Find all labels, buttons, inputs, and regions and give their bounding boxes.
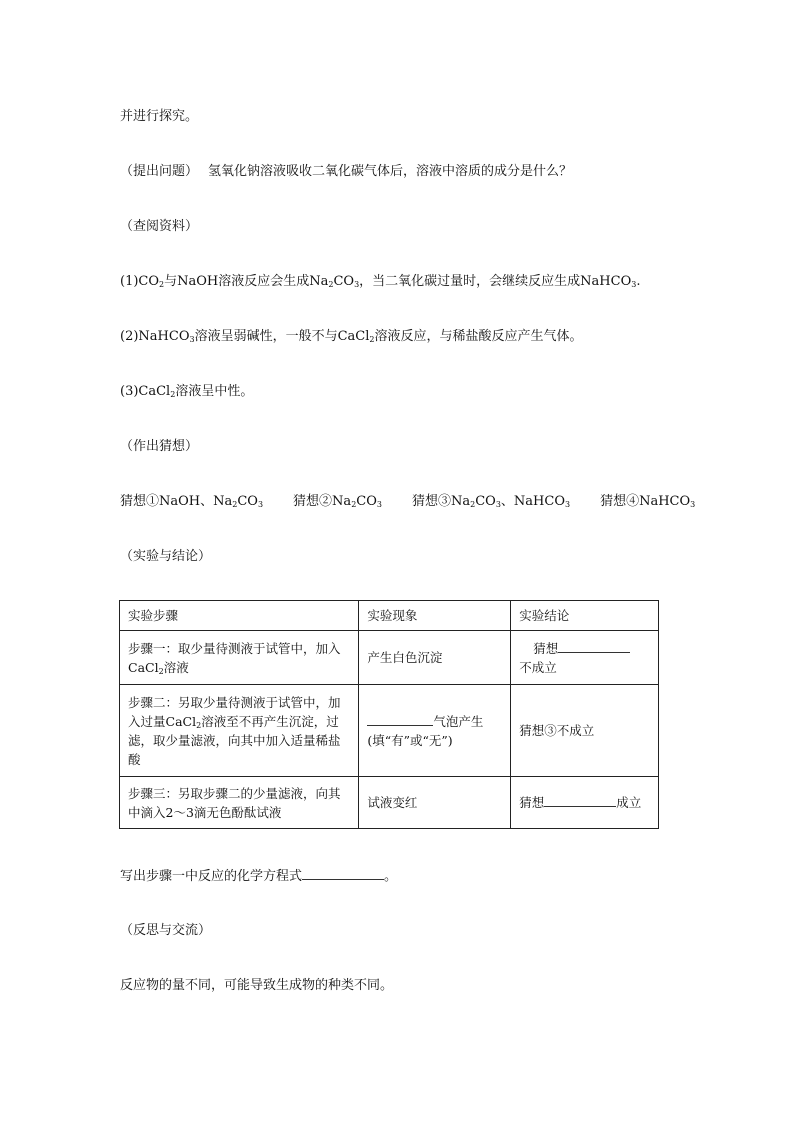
question-tag: （提出问题） [120,164,199,179]
reference-item-1: $(1)CO_2$与NaOH溶液反应会生成$Na_2CO_3$，当二氧化碳过量时，会继续反应生成NaHCO$_3$. [120,274,641,289]
table-row [120,777,659,829]
hypothesis-3: 猜想$③Na_2CO_3$、NaHCO$_3$ [411,494,571,509]
table-header-row [120,601,659,631]
conclusion-1-cell: 猜想 不成立 [511,631,659,685]
header-phenomenon: 实验现象 [359,601,511,631]
phenomenon-2-cell: 气泡产生 (填“有”或“无”) [359,685,511,777]
hypothesis-1: 猜想①NaOH、$Na_2CO_3$ [120,494,264,509]
step-3-cell: 步骤三：另取步骤二的少量滤液，向其中滴入2～3滴无色酚酞试液 [120,777,359,829]
answer-blank[interactable] [558,640,630,653]
hypothesis-2: 猜想$②Na_2CO_3$ [293,494,382,509]
conclusion-3-cell: 猜想 成立 [511,777,659,829]
step-2-cell: 步骤二：另取少量待测液于试管中，加入过量CaCl$_2$溶液至不再产生沉淀，过滤，取少量滤液，向其中加入适量稀盐酸 [120,685,359,777]
header-step: 实验步骤 [120,601,359,631]
reflection-tag: （反思与交流） [120,923,212,938]
step-1-cell: 步骤一：取少量待测液于试管中，加入CaCl$_2$溶液 [120,631,359,685]
table-row [120,685,659,777]
experiment-table [119,600,659,829]
phenomenon-3-cell: 试液变红 [359,777,511,829]
header-conclusion: 实验结论 [511,601,659,631]
reference-item-3: (3)CaCl$_2$溶液呈中性。 [120,384,254,399]
answer-blank[interactable] [367,713,433,726]
answer-blank[interactable] [302,867,384,880]
question-line [120,163,572,181]
table-row [120,631,659,685]
reference-item-2: (2)NaHCO$_3$溶液呈弱碱性，一般不与CaCl$_2$溶液反应，与稀盐酸反应产生气体。 [120,329,583,344]
intro-text: 并进行探究。 [120,109,199,124]
question-text: 氢氧化钠溶液吸收二氧化碳气体后，溶液中溶质的成分是什么？ [208,164,573,179]
phenomenon-1-cell: 产生白色沉淀 [359,631,511,685]
references-tag: （查阅资料） [120,219,199,234]
hypothesis-tag: （作出猜想） [120,439,199,454]
answer-blank[interactable] [544,794,616,807]
hypothesis-4: 猜想④NaHCO$_3$ [600,494,696,509]
conclusion-2-cell: 猜想③不成立 [511,685,659,777]
experiment-tag: （实验与结论） [120,549,212,564]
reflection-text: 反应物的量不同，可能导致生成物的种类不同。 [120,978,394,993]
hypothesis-list [120,493,695,511]
equation-prompt: 写出步骤一中反应的化学方程式 。 [120,869,398,884]
